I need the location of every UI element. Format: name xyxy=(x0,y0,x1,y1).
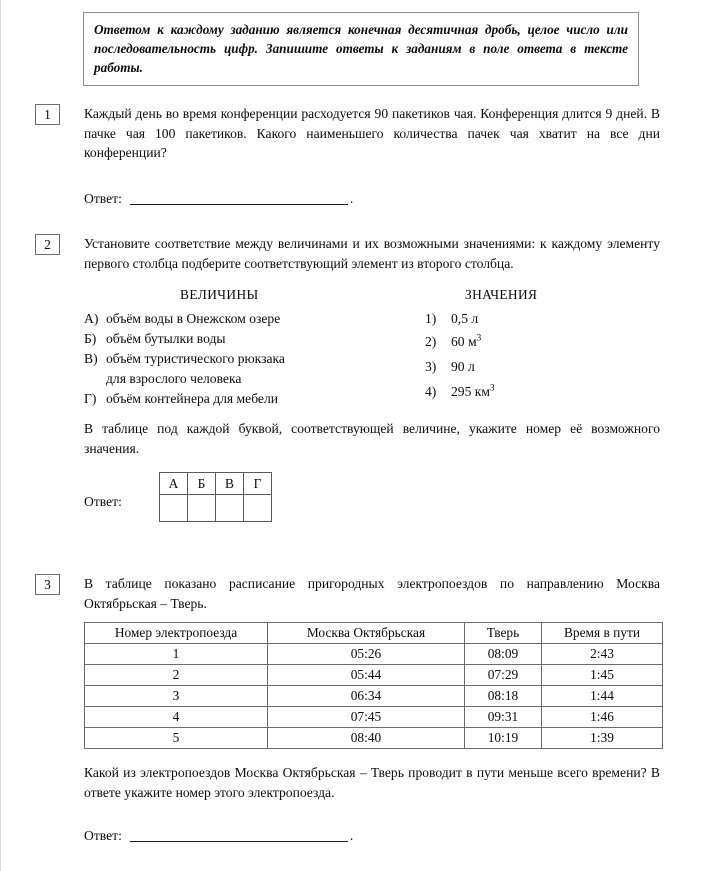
value-key-2: 2) xyxy=(425,334,437,350)
cell-moscow: 07:45 xyxy=(268,707,465,728)
value-key-1: 1) xyxy=(425,311,437,327)
quantity-key-b: Б) xyxy=(84,331,97,347)
quantity-label-b: объём бутылки воды xyxy=(106,331,226,347)
cell-train-number: 2 xyxy=(85,665,268,686)
values-column xyxy=(425,309,655,404)
grid-input-b[interactable] xyxy=(188,495,216,522)
cell-moscow: 08:40 xyxy=(268,728,465,749)
schedule-header-tver: Тверь xyxy=(465,623,542,644)
cell-train-number: 1 xyxy=(85,644,268,665)
task-1-answer-input[interactable] xyxy=(130,203,348,205)
table-row xyxy=(85,686,663,707)
cell-travel-time: 1:46 xyxy=(542,707,663,728)
table-row xyxy=(85,728,663,749)
value-key-3: 3) xyxy=(425,359,437,375)
cell-travel-time: 1:39 xyxy=(542,728,663,749)
value-key-4: 4) xyxy=(425,384,437,400)
grid-input-v[interactable] xyxy=(216,495,244,522)
cell-tver: 08:18 xyxy=(465,686,542,707)
cell-train-number: 4 xyxy=(85,707,268,728)
task-3-question: Какой из электропоездов Москва Октябрьская – Тверь проводит в пути меньше всего времени? В ответе укажите номер этого электропоезда. xyxy=(84,765,660,800)
train-schedule-table xyxy=(84,622,663,749)
quantities-column xyxy=(84,309,434,409)
values-heading: ЗНАЧЕНИЯ xyxy=(465,287,538,303)
task-1-number: 1 xyxy=(35,104,60,125)
table-row-header xyxy=(85,623,663,644)
task-3-body xyxy=(84,574,660,845)
value-item-3 xyxy=(425,354,655,379)
grid-input-g[interactable] xyxy=(244,495,272,522)
task-1-text: Каждый день во время конференции расходуется 90 пакетиков чая. Конференция длится 9 дней. В пачке чая 100 пакетиков. Какого наименьшего количества пачек чая хватит на все дни конференции? xyxy=(84,106,660,161)
table-row-inputs xyxy=(160,495,272,522)
schedule-header-moscow: Москва Октябрьская xyxy=(268,623,465,644)
task-1-answer-row xyxy=(84,189,660,208)
quantity-label-a: объём воды в Онежском озере xyxy=(106,311,281,327)
match-headings xyxy=(84,287,660,309)
answer-period: . xyxy=(349,190,354,206)
table-row xyxy=(85,665,663,686)
cell-tver: 09:31 xyxy=(465,707,542,728)
cell-train-number: 3 xyxy=(85,686,268,707)
task-2-answer-grid-wrap xyxy=(84,472,660,530)
cell-train-number: 5 xyxy=(85,728,268,749)
value-text-3: 90 л xyxy=(451,359,475,375)
table-row-headers xyxy=(160,473,272,495)
value-item-2 xyxy=(425,329,655,354)
task-3-text: В таблице показано расписание пригородных электропоездов по направлению Москва Октябрьская – Тверь. xyxy=(84,576,660,611)
quantities-heading: ВЕЛИЧИНЫ xyxy=(180,287,259,303)
quantity-label-v-line2: для взрослого человека xyxy=(106,371,242,387)
quantity-key-g: Г) xyxy=(84,391,97,407)
value-item-4 xyxy=(425,379,655,404)
value-text-4: 295 $км^3$ xyxy=(451,382,495,400)
cell-moscow: 05:26 xyxy=(268,644,465,665)
cell-tver: 08:09 xyxy=(465,644,542,665)
quantity-label-v: объём туристического рюкзака xyxy=(106,351,285,367)
table-row xyxy=(85,644,663,665)
task-1-body xyxy=(84,104,660,208)
cell-tver: 07:29 xyxy=(465,665,542,686)
instruction-text: Ответом к каждому заданию является конечная десятичная дробь, целое число или последовательность цифр. Запишите ответы к заданиям в поле ответа в тексте работы. xyxy=(94,22,628,75)
quantity-key-a: А) xyxy=(84,311,99,327)
cell-moscow: 05:44 xyxy=(268,665,465,686)
cell-travel-time: 1:44 xyxy=(542,686,663,707)
task-3-answer-input[interactable] xyxy=(130,840,348,842)
cell-moscow: 06:34 xyxy=(268,686,465,707)
table-row xyxy=(85,707,663,728)
task-2-number: 2 xyxy=(35,234,60,255)
answer-label: Ответ: xyxy=(84,190,122,206)
value-item-1 xyxy=(425,309,655,329)
quantity-label-g: объём контейнера для мебели xyxy=(106,391,279,407)
schedule-header-train-number: Номер электропоезда xyxy=(85,623,268,644)
answer-period: . xyxy=(349,828,354,844)
quantity-item-a xyxy=(84,309,434,329)
value-text-1: 0,5 л xyxy=(451,311,479,327)
grid-header-b: Б xyxy=(188,473,216,495)
task-3-number: 3 xyxy=(35,574,60,595)
instruction-box xyxy=(83,12,639,86)
grid-header-v: В xyxy=(216,473,244,495)
task-2-instruction-2: В таблице под каждой буквой, соответствующей величине, укажите номер её возможного значения. xyxy=(84,421,660,456)
grid-header-a: А xyxy=(160,473,188,495)
task-2-answer-grid xyxy=(159,472,272,522)
answer-label: Ответ: xyxy=(84,828,122,844)
quantity-item-g xyxy=(84,389,434,409)
value-text-2: 60 $м^3$ xyxy=(451,332,482,350)
answer-label: Ответ: xyxy=(84,494,122,510)
grid-header-g: Г xyxy=(244,473,272,495)
task-2-body xyxy=(84,234,660,530)
match-columns xyxy=(84,309,660,411)
task-3-answer-row xyxy=(84,826,660,845)
grid-input-a[interactable] xyxy=(160,495,188,522)
cell-tver: 10:19 xyxy=(465,728,542,749)
schedule-header-travel-time: Время в пути xyxy=(542,623,663,644)
cell-travel-time: 2:43 xyxy=(542,644,663,665)
quantity-item-v xyxy=(84,349,434,389)
quantity-key-v: В) xyxy=(84,351,98,367)
quantity-item-b xyxy=(84,329,434,349)
cell-travel-time: 1:45 xyxy=(542,665,663,686)
task-2-text: Установите соответствие между величинами и их возможными значениями: к каждому элементу первого столбца подберите соответствующий элемент из второго столбца. xyxy=(84,236,660,271)
